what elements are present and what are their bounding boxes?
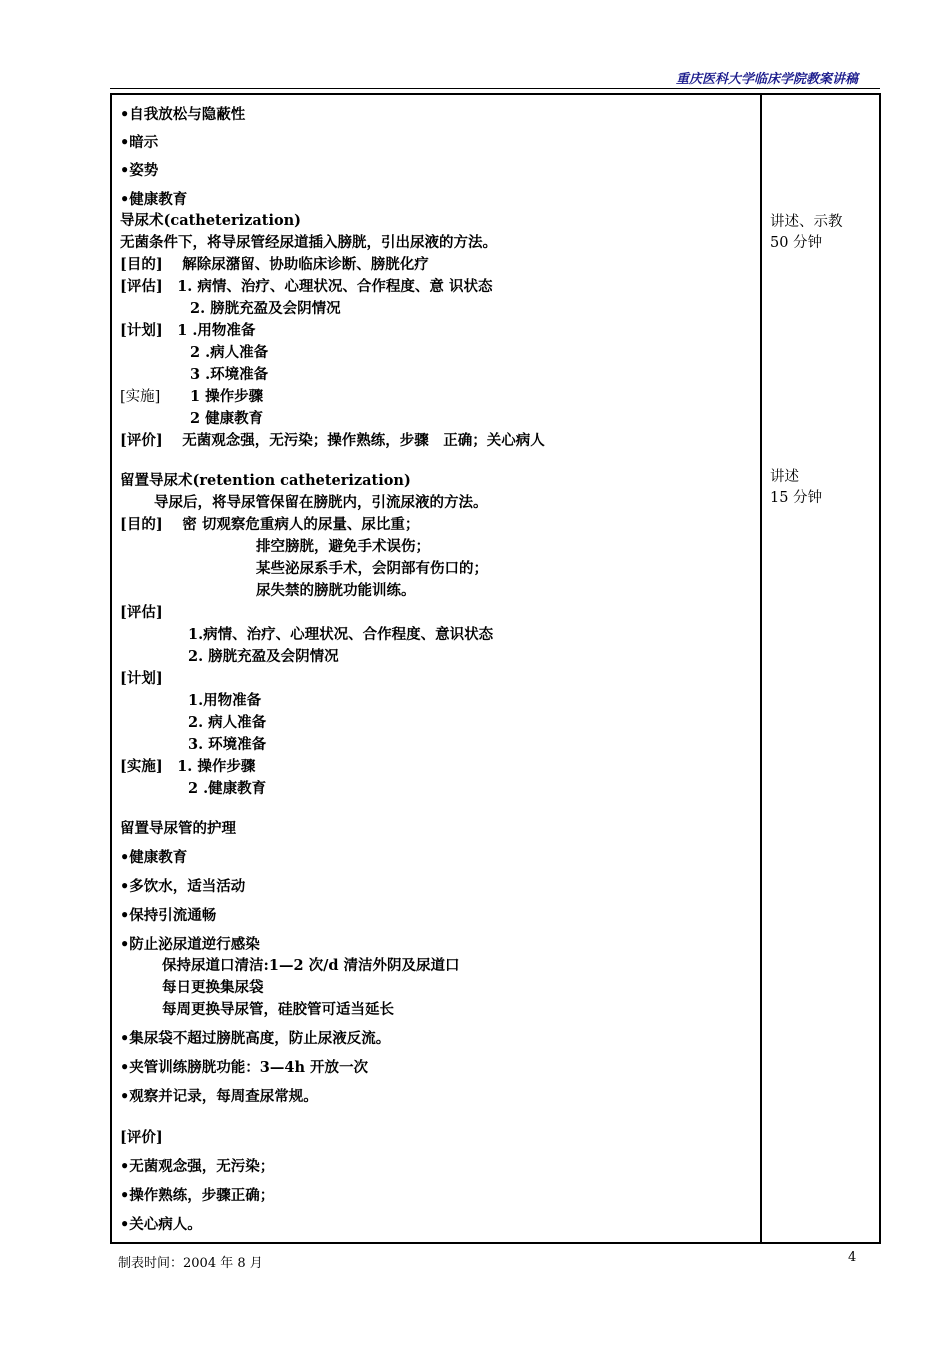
content-line: 某些泌尿系手术，会阴部有伤口的； [256, 560, 488, 577]
footer-date: 制表时间：2004 年 8 月 [118, 1256, 263, 1271]
section-heading: 导尿术(catheterization) [120, 212, 302, 229]
content-line: •无菌观念强，无污染； [120, 1158, 275, 1175]
content-line: 3. 环境准备 [188, 736, 267, 753]
column-divider [760, 95, 762, 1242]
page-number: 4 [848, 1250, 857, 1265]
content-line: [计划] 1 .用物准备 [120, 322, 256, 339]
content-line: [计划] [120, 670, 163, 687]
lesson-table [110, 93, 881, 1244]
content-line: 2. 病人准备 [188, 714, 267, 731]
content-line: 导尿后，将导尿管保留在膀胱内，引流尿液的方法。 [154, 494, 488, 511]
content-line: •关心病人。 [120, 1216, 202, 1233]
content-line: [目的] 解除尿潴留、协助临床诊断、膀胱化疗 [120, 256, 429, 273]
header-rule [110, 88, 880, 89]
duration-note: 50 分钟 [770, 235, 823, 251]
content-line: 每日更换集尿袋 [162, 979, 264, 996]
content-line: [评价] 无菌观念强，无污染；操作熟练，步骤 正确；关心病人 [120, 432, 545, 449]
content-line: •姿势 [120, 162, 159, 179]
content-line: 保持尿道口清洁:1—2 次/d 清洁外阴及尿道口 [162, 957, 460, 974]
content-line: [实施] [120, 389, 161, 405]
content-line: 3 .环境准备 [190, 366, 269, 383]
content-line: 每周更换导尿管，硅胶管可适当延长 [162, 1001, 394, 1018]
content-line: 2. 膀胱充盈及会阴情况 [188, 648, 339, 665]
content-line: •操作熟练，步骤正确； [120, 1187, 275, 1204]
content-line: [实施] 1. 操作步骤 [120, 758, 256, 775]
content-line: 1.用物准备 [188, 692, 262, 709]
content-line: •集尿袋不超过膀胱高度，防止尿液反流。 [120, 1030, 391, 1047]
content-line: •暗示 [120, 134, 159, 151]
content-line: [评估] [120, 604, 163, 621]
content-line: •健康教育 [120, 191, 188, 208]
content-line: 尿失禁的膀胱功能训练。 [256, 582, 416, 599]
content-line: 2 健康教育 [190, 410, 264, 427]
header-title: 重庆医科大学临床学院教案讲稿 [675, 72, 858, 87]
section-heading: 留置导尿术(retention catheterization) [120, 472, 411, 489]
content-line: 2 .健康教育 [188, 780, 267, 797]
content-line: 无菌条件下，将导尿管经尿道插入膀胱，引出尿液的方法。 [120, 234, 497, 251]
content-line: •多饮水，适当活动 [120, 878, 246, 895]
teaching-method-note: 讲述 [770, 469, 799, 485]
content-line: [评价] [120, 1129, 163, 1146]
content-line: 2. 膀胱充盈及会阴情况 [190, 300, 341, 317]
content-line: 排空膀胱，避免手术误伤； [256, 538, 430, 555]
content-line: •防止泌尿道逆行感染 [120, 936, 260, 953]
content-line: [目的] 密 切观察危重病人的尿量、尿比重； [120, 516, 420, 533]
content-line: •自我放松与隐蔽性 [120, 106, 246, 123]
content-line: •观察并记录，每周查尿常规。 [120, 1088, 318, 1105]
content-line: [评估] 1. 病情、治疗、心理状况、合作程度、意 识状态 [120, 278, 493, 295]
content-line: 1.病情、治疗、心理状况、合作程度、意识状态 [188, 626, 494, 643]
content-line: •健康教育 [120, 849, 188, 866]
section-heading: 留置导尿管的护理 [120, 820, 236, 837]
content-line: 2 .病人准备 [190, 344, 269, 361]
content-line: •保持引流通畅 [120, 907, 217, 924]
content-line: 1 操作步骤 [190, 388, 264, 405]
teaching-method-note: 讲述、示教 [770, 214, 843, 230]
content-line: •夹管训练膀胱功能：3—4h 开放一次 [120, 1059, 369, 1076]
duration-note: 15 分钟 [770, 490, 823, 506]
